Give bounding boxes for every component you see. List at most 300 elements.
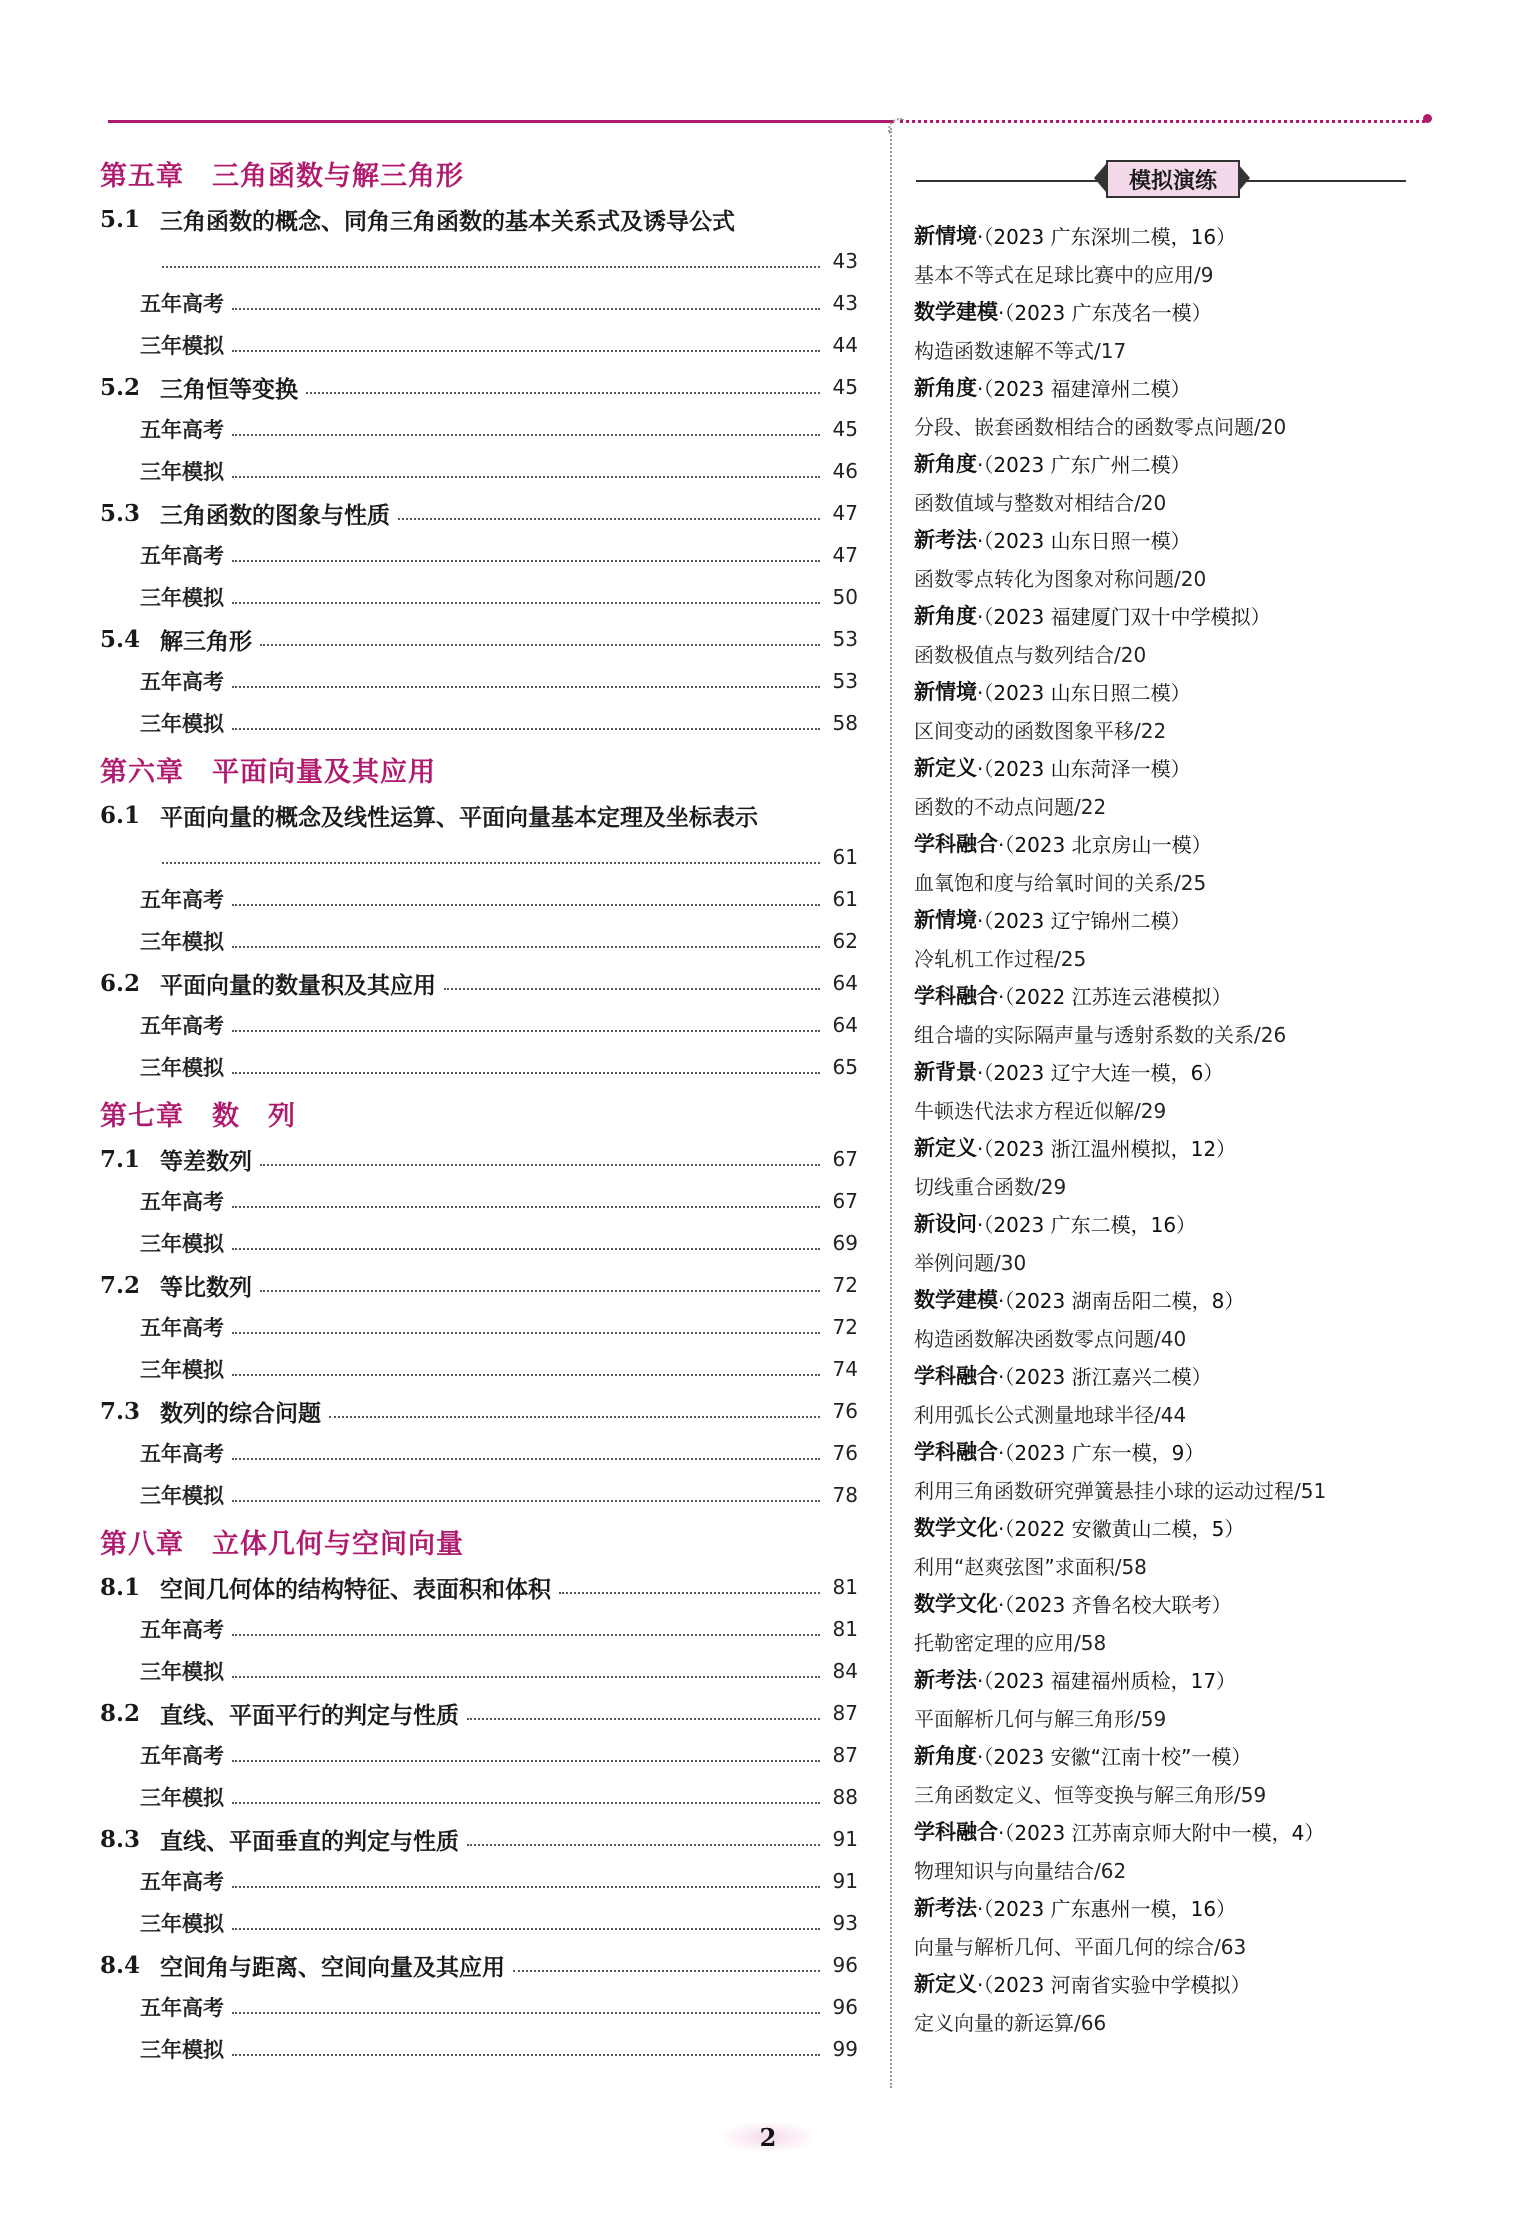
- item-description: 函数值域与整数对相结合/20: [914, 490, 1167, 515]
- dot-leader: [232, 1458, 820, 1460]
- page-ref: 50: [832, 585, 858, 609]
- section-number: 8.4: [100, 1951, 141, 1979]
- toc-section: [100, 198, 858, 282]
- item-description: 切线重合函数/29: [914, 1174, 1067, 1199]
- dot-leader: [232, 1676, 820, 1678]
- subsection-title: 五年高考: [140, 1316, 224, 1340]
- chapter-title: 数 列: [212, 1100, 296, 1132]
- toc-subsection: [100, 576, 858, 618]
- toc-subsection: [100, 1432, 858, 1474]
- dot-leader: [306, 392, 820, 394]
- dot-leader: [260, 1164, 820, 1166]
- toc-section: [100, 794, 858, 878]
- item-header: [914, 1204, 1514, 1242]
- dot-leader: [260, 644, 820, 646]
- item-description: 举例问题/30: [914, 1250, 1027, 1275]
- section-title: 三角恒等变换: [160, 376, 298, 403]
- section-number: 5.4: [100, 625, 141, 653]
- item-source: ·（2023 安徽“江南十校”一模）: [977, 1744, 1252, 1769]
- page-ref: 67: [832, 1147, 858, 1171]
- toc-section: [100, 1692, 858, 1734]
- item-tag: 新角度: [914, 376, 977, 400]
- page-ref: 99: [832, 2037, 858, 2061]
- section-title: 等差数列: [160, 1148, 252, 1175]
- item-header: [914, 1356, 1514, 1394]
- subsection-title: 五年高考: [140, 292, 224, 316]
- item-header: [914, 1964, 1514, 2002]
- dot-leader: [232, 350, 820, 352]
- dot-leader: [513, 1970, 820, 1972]
- simulation-list: [914, 216, 1514, 2040]
- list-item: [914, 748, 1514, 824]
- section-title: 直线、平面平行的判定与性质: [160, 1702, 459, 1729]
- dot-leader: [232, 728, 820, 730]
- list-item: [914, 1736, 1514, 1812]
- top-rule: [108, 120, 894, 123]
- dot-leader: [162, 862, 820, 864]
- subsection-title: 五年高考: [140, 1190, 224, 1214]
- top-rule-dotted: [900, 120, 1425, 123]
- page-ref: 91: [832, 1869, 858, 1893]
- dot-leader: [162, 266, 820, 268]
- item-tag: 数学建模: [914, 1288, 998, 1312]
- table-of-contents: [100, 148, 858, 2070]
- section-number: 7.1: [100, 1145, 141, 1173]
- item-source: ·（2022 江苏连云港模拟）: [998, 984, 1232, 1009]
- page-ref: 67: [832, 1189, 858, 1213]
- item-header: [914, 1660, 1514, 1698]
- list-item: [914, 824, 1514, 900]
- item-description: 基本不等式在足球比赛中的应用/9: [914, 262, 1214, 287]
- page-ref: 96: [832, 1995, 858, 2019]
- item-tag: 数学建模: [914, 300, 998, 324]
- toc-subsection: [100, 1306, 858, 1348]
- section-title: 直线、平面垂直的判定与性质: [160, 1828, 459, 1855]
- section-title: 等比数列: [160, 1274, 252, 1301]
- page-ref: 88: [832, 1785, 858, 1809]
- item-description: 利用三角函数研究弹簧悬挂小球的运动过程/51: [914, 1478, 1327, 1503]
- dot-leader: [232, 686, 820, 688]
- item-description: 函数极值点与数列结合/20: [914, 642, 1147, 667]
- page-ref: 53: [832, 669, 858, 693]
- list-item: [914, 1432, 1514, 1508]
- dot-leader: [232, 1332, 820, 1334]
- toc-subsection: [100, 1860, 858, 1902]
- toc-section: [100, 1138, 858, 1180]
- subsection-title: 三年模拟: [140, 712, 224, 736]
- item-source: ·（2023 山东日照二模）: [977, 680, 1191, 705]
- subsection-title: 五年高考: [140, 670, 224, 694]
- item-description: 牛顿迭代法求方程近似解/29: [914, 1098, 1167, 1123]
- toc-section: [100, 1944, 858, 1986]
- item-description: 向量与解析几何、平面几何的综合/63: [914, 1934, 1247, 1959]
- section-number: 7.2: [100, 1271, 141, 1299]
- toc-subsection: [100, 1222, 858, 1264]
- item-header: [914, 1584, 1514, 1622]
- item-source: ·（2023 辽宁锦州二模）: [977, 908, 1191, 933]
- item-header: [914, 900, 1514, 938]
- list-item: [914, 1964, 1514, 2040]
- dot-leader: [232, 434, 820, 436]
- dot-leader: [232, 904, 820, 906]
- dot-leader: [232, 1886, 820, 1888]
- toc-subsection: [100, 1004, 858, 1046]
- item-tag: 新考法: [914, 1668, 977, 1692]
- page-ref: 81: [832, 1617, 858, 1641]
- dot-leader: [232, 1928, 820, 1930]
- item-source: ·（2023 河南省实验中学模拟）: [977, 1972, 1251, 1997]
- subsection-title: 三年模拟: [140, 1660, 224, 1684]
- page-ref: 44: [832, 333, 858, 357]
- item-source: ·（2023 福建福州质检，17）: [977, 1668, 1237, 1693]
- subsection-title: 五年高考: [140, 1442, 224, 1466]
- page-ref: 65: [832, 1055, 858, 1079]
- chapter-heading: [100, 1088, 858, 1138]
- toc-section: [100, 1566, 858, 1608]
- dot-leader: [232, 2012, 820, 2014]
- item-tag: 新定义: [914, 1972, 977, 1996]
- subsection-title: 三年模拟: [140, 1484, 224, 1508]
- page-ref: 87: [832, 1701, 858, 1725]
- list-item: [914, 976, 1514, 1052]
- chapter-number: 第六章: [100, 756, 184, 788]
- toc-section: [100, 366, 858, 408]
- dot-leader: [260, 1290, 820, 1292]
- item-description: 冷轧机工作过程/25: [914, 946, 1087, 971]
- page-ref: 58: [832, 711, 858, 735]
- item-tag: 新背景: [914, 1060, 977, 1084]
- item-tag: 新定义: [914, 756, 977, 780]
- dot-leader: [232, 946, 820, 948]
- section-number: 6.2: [100, 969, 141, 997]
- item-description: 利用“赵爽弦图”求面积/58: [914, 1554, 1147, 1579]
- item-description: 组合墙的实际隔声量与透射系数的关系/26: [914, 1022, 1287, 1047]
- item-description: 函数零点转化为图象对称问题/20: [914, 566, 1207, 591]
- toc-subsection: [100, 282, 858, 324]
- item-tag: 学科融合: [914, 1440, 998, 1464]
- item-header: [914, 1432, 1514, 1470]
- page-ref: 43: [832, 249, 858, 273]
- section-number: 7.3: [100, 1397, 141, 1425]
- section-title: 平面向量的数量积及其应用: [160, 972, 436, 999]
- dot-leader: [232, 560, 820, 562]
- page-ref: 46: [832, 459, 858, 483]
- toc-subsection: [100, 1046, 858, 1088]
- chapter-number: 第八章: [100, 1528, 184, 1560]
- item-tag: 新定义: [914, 1136, 977, 1160]
- item-header: [914, 1052, 1514, 1090]
- column-divider: [890, 128, 892, 2088]
- toc-subsection: [100, 1902, 858, 1944]
- dot-leader: [232, 1802, 820, 1804]
- item-description: 构造函数解决函数零点问题/40: [914, 1326, 1187, 1351]
- item-source: ·（2023 福建漳州二模）: [977, 376, 1191, 401]
- toc-subsection: [100, 1608, 858, 1650]
- subsection-title: 三年模拟: [140, 1786, 224, 1810]
- section-title-line: [100, 794, 858, 836]
- item-tag: 新角度: [914, 452, 977, 476]
- item-tag: 学科融合: [914, 1820, 998, 1844]
- banner-notch-left: [1094, 164, 1106, 192]
- page-ref: 74: [832, 1357, 858, 1381]
- page-ref: 72: [832, 1315, 858, 1339]
- section-number: 8.2: [100, 1699, 141, 1727]
- subsection-title: 三年模拟: [140, 2038, 224, 2062]
- subsection-title: 三年模拟: [140, 930, 224, 954]
- page-ref: 78: [832, 1483, 858, 1507]
- dot-leader: [232, 1760, 820, 1762]
- item-tag: 数学文化: [914, 1516, 998, 1540]
- subsection-title: 三年模拟: [140, 1232, 224, 1256]
- item-header: [914, 976, 1514, 1014]
- subsection-title: 五年高考: [140, 888, 224, 912]
- item-header: [914, 1812, 1514, 1850]
- section-number: 8.3: [100, 1825, 141, 1853]
- item-header: [914, 520, 1514, 558]
- toc-subsection: [100, 2028, 858, 2070]
- item-header: [914, 1736, 1514, 1774]
- page-number: 2: [759, 2123, 777, 2152]
- dot-leader: [232, 1030, 820, 1032]
- toc-subsection: [100, 878, 858, 920]
- item-description: 分段、嵌套函数相结合的函数零点问题/20: [914, 414, 1287, 439]
- item-source: ·（2023 湖南岳阳二模，8）: [998, 1288, 1245, 1313]
- item-header: [914, 1888, 1514, 1926]
- toc-section: [100, 1264, 858, 1306]
- item-description: 函数的不动点问题/22: [914, 794, 1107, 819]
- dot-leader: [232, 1206, 820, 1208]
- item-header: [914, 368, 1514, 406]
- page-ref: 53: [832, 627, 858, 651]
- list-item: [914, 1660, 1514, 1736]
- subsection-title: 五年高考: [140, 1744, 224, 1768]
- toc-subsection: [100, 1734, 858, 1776]
- dot-leader: [232, 308, 820, 310]
- item-tag: 新考法: [914, 1896, 977, 1920]
- list-item: [914, 672, 1514, 748]
- simulation-heading: [916, 160, 1406, 196]
- page-ref: 69: [832, 1231, 858, 1255]
- item-source: ·（2022 安徽黄山二模，5）: [998, 1516, 1245, 1541]
- chapter-heading: [100, 1516, 858, 1566]
- section-number: 8.1: [100, 1573, 141, 1601]
- toc-section: [100, 618, 858, 660]
- item-source: ·（2023 福建厦门双十中学模拟）: [977, 604, 1271, 629]
- item-description: 定义向量的新运算/66: [914, 2010, 1107, 2035]
- item-source: ·（2023 广东惠州一模，16）: [977, 1896, 1237, 1921]
- item-source: ·（2023 山东菏泽一模）: [977, 756, 1191, 781]
- item-tag: 新考法: [914, 528, 977, 552]
- chapter-title: 立体几何与空间向量: [212, 1528, 464, 1560]
- banner-notch-right: [1238, 164, 1250, 192]
- item-tag: 学科融合: [914, 1364, 998, 1388]
- dot-leader: [232, 2054, 820, 2056]
- toc-subsection: [100, 1474, 858, 1516]
- page-ref: 76: [832, 1399, 858, 1423]
- subsection-title: 五年高考: [140, 1996, 224, 2020]
- list-item: [914, 1204, 1514, 1280]
- dot-leader: [232, 1374, 820, 1376]
- list-item: [914, 292, 1514, 368]
- chapter-title: 三角函数与解三角形: [212, 160, 464, 192]
- toc-subsection: [100, 1650, 858, 1692]
- list-item: [914, 216, 1514, 292]
- section-title: 三角函数的概念、同角三角函数的基本关系式及诱导公式: [160, 208, 735, 235]
- item-source: ·（2023 广东广州二模）: [977, 452, 1191, 477]
- toc-subsection: [100, 702, 858, 744]
- toc-subsection: [100, 324, 858, 366]
- item-header: [914, 672, 1514, 710]
- item-description: 血氧饱和度与给氧时间的关系/25: [914, 870, 1207, 895]
- toc-section: [100, 1390, 858, 1432]
- subsection-title: 三年模拟: [140, 1056, 224, 1080]
- list-item: [914, 1584, 1514, 1660]
- chapter-title: 平面向量及其应用: [212, 756, 436, 788]
- item-header: [914, 596, 1514, 634]
- toc-subsection: [100, 1180, 858, 1222]
- list-item: [914, 1356, 1514, 1432]
- item-header: [914, 444, 1514, 482]
- item-header: [914, 216, 1514, 254]
- section-title: 空间几何体的结构特征、表面积和体积: [160, 1576, 551, 1603]
- item-header: [914, 748, 1514, 786]
- item-tag: 学科融合: [914, 832, 998, 856]
- heading-banner: 模拟演练: [1106, 160, 1240, 198]
- toc-section: [100, 492, 858, 534]
- list-item: [914, 520, 1514, 596]
- item-description: 区间变动的函数图象平移/22: [914, 718, 1167, 743]
- item-description: 三角函数定义、恒等变换与解三角形/59: [914, 1782, 1267, 1807]
- page-ref: 81: [832, 1575, 858, 1599]
- toc-subsection: [100, 1776, 858, 1818]
- item-header: [914, 824, 1514, 862]
- section-leader-line: [100, 240, 858, 282]
- toc-subsection: [100, 1348, 858, 1390]
- page-ref: 76: [832, 1441, 858, 1465]
- item-header: [914, 1508, 1514, 1546]
- item-source: ·（2023 浙江温州模拟，12）: [977, 1136, 1237, 1161]
- page-ref: 91: [832, 1827, 858, 1851]
- toc-subsection: [100, 660, 858, 702]
- page-ref: 45: [832, 375, 858, 399]
- item-source: ·（2023 江苏南京师大附中一模，4）: [998, 1820, 1325, 1845]
- dot-leader: [232, 476, 820, 478]
- page-ref: 61: [832, 887, 858, 911]
- page-ref: 84: [832, 1659, 858, 1683]
- page-ref: 87: [832, 1743, 858, 1767]
- list-item: [914, 1508, 1514, 1584]
- toc-section: [100, 1818, 858, 1860]
- page-ref: 64: [832, 971, 858, 995]
- section-title-line: [100, 198, 858, 240]
- section-title: 数列的综合问题: [160, 1400, 321, 1427]
- item-tag: 新设问: [914, 1212, 977, 1236]
- section-number: 5.1: [100, 205, 141, 233]
- dot-leader: [398, 518, 820, 520]
- item-description: 物理知识与向量结合/62: [914, 1858, 1127, 1883]
- list-item: [914, 1052, 1514, 1128]
- item-tag: 数学文化: [914, 1592, 998, 1616]
- list-item: [914, 1812, 1514, 1888]
- list-item: [914, 1280, 1514, 1356]
- subsection-title: 三年模拟: [140, 586, 224, 610]
- toc-subsection: [100, 450, 858, 492]
- item-description: 平面解析几何与解三角形/59: [914, 1706, 1167, 1731]
- section-number: 5.2: [100, 373, 141, 401]
- page-ref: 93: [832, 1911, 858, 1935]
- dot-leader: [559, 1592, 820, 1594]
- page-ref: 45: [832, 417, 858, 441]
- item-description: 构造函数速解不等式/17: [914, 338, 1127, 363]
- top-rule-dot: [1423, 114, 1432, 123]
- item-description: 托勒密定理的应用/58: [914, 1630, 1107, 1655]
- dot-leader: [467, 1844, 820, 1846]
- subsection-title: 五年高考: [140, 1014, 224, 1038]
- section-title: 平面向量的概念及线性运算、平面向量基本定理及坐标表示: [160, 804, 758, 831]
- item-source: ·（2023 浙江嘉兴二模）: [998, 1364, 1212, 1389]
- subsection-title: 三年模拟: [140, 460, 224, 484]
- chapter-heading: [100, 148, 858, 198]
- page-ref: 43: [832, 291, 858, 315]
- page-ref: 96: [832, 1953, 858, 1977]
- toc-subsection: [100, 1986, 858, 2028]
- page-ref: 62: [832, 929, 858, 953]
- page-ref: 64: [832, 1013, 858, 1037]
- item-tag: 新角度: [914, 1744, 977, 1768]
- subsection-title: 三年模拟: [140, 1358, 224, 1382]
- dot-leader: [329, 1416, 820, 1418]
- chapter-heading: [100, 744, 858, 794]
- item-source: ·（2023 山东日照一模）: [977, 528, 1191, 553]
- item-header: [914, 1280, 1514, 1318]
- section-leader-line: [100, 836, 858, 878]
- chapter-number: 第七章: [100, 1100, 184, 1132]
- section-title: 三角函数的图象与性质: [160, 502, 390, 529]
- dot-leader: [444, 988, 820, 990]
- item-header: [914, 292, 1514, 330]
- toc-section: [100, 962, 858, 1004]
- section-title: 解三角形: [160, 628, 252, 655]
- item-source: ·（2023 北京房山一模）: [998, 832, 1212, 857]
- page-ref: 61: [832, 845, 858, 869]
- list-item: [914, 444, 1514, 520]
- subsection-title: 三年模拟: [140, 1912, 224, 1936]
- subsection-title: 五年高考: [140, 1870, 224, 1894]
- dot-leader: [232, 1072, 820, 1074]
- item-description: 利用弧长公式测量地球半径/44: [914, 1402, 1187, 1427]
- item-source: ·（2023 广东一模，9）: [998, 1440, 1205, 1465]
- section-number: 5.3: [100, 499, 141, 527]
- dot-leader: [232, 1634, 820, 1636]
- dot-leader: [232, 1248, 820, 1250]
- toc-subsection: [100, 534, 858, 576]
- list-item: [914, 596, 1514, 672]
- page-ref: 47: [832, 543, 858, 567]
- list-item: [914, 1888, 1514, 1964]
- subsection-title: 五年高考: [140, 1618, 224, 1642]
- toc-subsection: [100, 920, 858, 962]
- item-tag: 新角度: [914, 604, 977, 628]
- dot-leader: [232, 1500, 820, 1502]
- dot-leader: [232, 602, 820, 604]
- dot-leader: [467, 1718, 820, 1720]
- item-source: ·（2023 辽宁大连一模，6）: [977, 1060, 1224, 1085]
- item-tag: 新情境: [914, 680, 977, 704]
- item-header: [914, 1128, 1514, 1166]
- subsection-title: 三年模拟: [140, 334, 224, 358]
- section-title: 空间角与距离、空间向量及其应用: [160, 1954, 505, 1981]
- item-tag: 新情境: [914, 908, 977, 932]
